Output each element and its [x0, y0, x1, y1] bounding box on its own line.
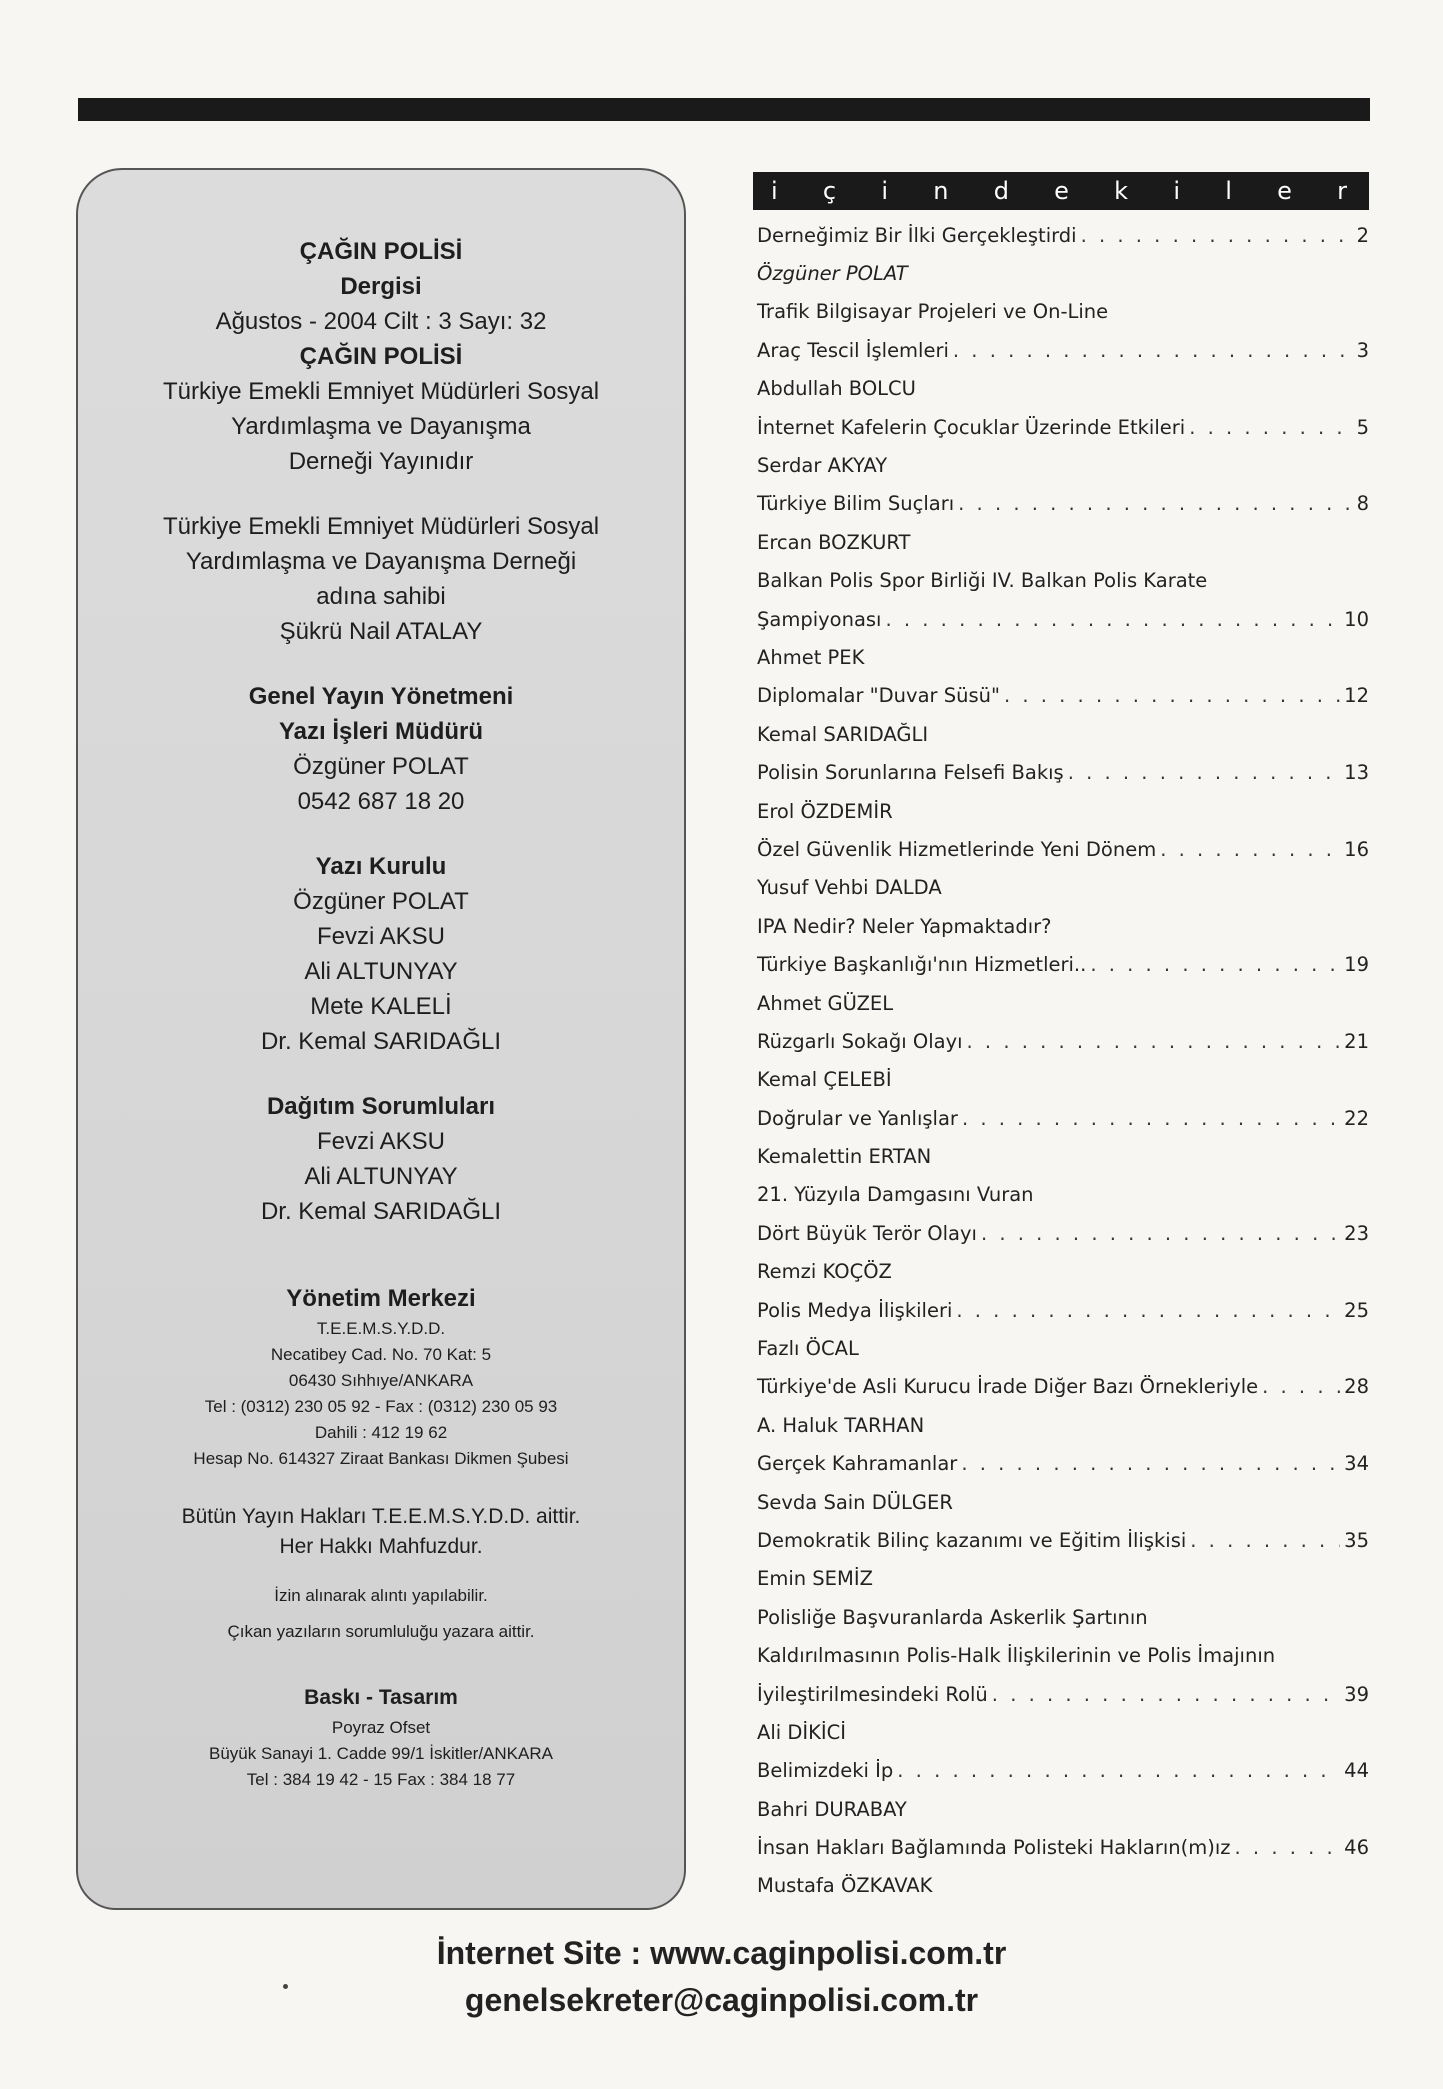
toc-entry-text: Rüzgarlı Sokağı Olayı: [757, 1029, 963, 1053]
printer-name: Poyraz Ofset: [331, 1718, 431, 1737]
toc-entry-text: Türkiye Bilim Suçları: [757, 492, 955, 516]
toc-leader-dots: [1160, 838, 1340, 861]
toc-leader-dots: [1190, 1529, 1340, 1552]
toc-page-number: 46: [1344, 1836, 1369, 1860]
toc-leader-dots: [961, 1452, 1340, 1475]
toc-page-number: 39: [1344, 1682, 1369, 1706]
toc-leader-dots: [1068, 761, 1340, 784]
toc-entry-text: Balkan Polis Spor Birliği IV. Balkan Polis Karate: [757, 569, 1208, 593]
owner-line-3: adına sahibi: [316, 583, 446, 610]
toc-leader-dots: [1081, 224, 1353, 247]
toc-entry: [753, 216, 1369, 254]
hq-extension: Dahili : 412 19 62: [314, 1423, 448, 1442]
toc-entry-text: Sevda Sain DÜLGER: [757, 1490, 953, 1514]
hq-heading: Yönetim Merkezi: [286, 1285, 476, 1312]
responsibility-note: Çıkan yazıların sorumluluğu yazara aittir.: [227, 1622, 535, 1641]
toc-entry-text: Remzi KOÇÖZ: [757, 1260, 892, 1284]
rights-line-2: Her Hakkı Mahfuzdur.: [279, 1535, 483, 1558]
quote-note: İzin alınarak alıntı yapılabilir.: [274, 1586, 488, 1605]
toc-page-number: 2: [1356, 223, 1369, 247]
toc-entry-text: Polisin Sorunlarına Felsefi Bakış: [757, 761, 1064, 785]
hq-phone: Tel : (0312) 230 05 92 - Fax : (0312) 230 05 93: [204, 1397, 558, 1416]
toc-header-letter: e: [1277, 177, 1292, 205]
toc-entry: [753, 1368, 1369, 1406]
board-member: Özgüner POLAT: [293, 888, 469, 915]
toc-page-number: 35: [1344, 1528, 1369, 1552]
toc-leader-dots: [1090, 953, 1340, 976]
toc-line: [753, 523, 1369, 561]
magazine-title-2: ÇAĞIN POLİSİ: [299, 343, 463, 370]
toc-header: [753, 172, 1369, 210]
toc-entry: [753, 1291, 1369, 1329]
toc-entry-text: Araç Tescil İşlemleri: [757, 338, 949, 362]
toc-page-number: 16: [1344, 837, 1369, 861]
distribution-heading: Dağıtım Sorumluları: [266, 1093, 496, 1120]
board-member: Dr. Kemal SARIDAĞLI: [260, 1028, 502, 1055]
toc-line: [753, 1176, 1369, 1214]
toc-entry: [753, 1445, 1369, 1483]
toc-entry-text: 21. Yüzyıla Damgasını Vuran: [757, 1183, 1034, 1207]
toc-entry-text: Abdullah BOLCU: [757, 377, 916, 401]
toc-header-letter: n: [933, 177, 949, 205]
table-of-contents: [753, 172, 1369, 1905]
toc-page-number: 10: [1344, 607, 1369, 631]
board-member: Fevzi AKSU: [316, 923, 446, 950]
toc-page-number: 3: [1356, 338, 1369, 362]
toc-entry-text: İnsan Hakları Bağlamında Polisteki Hakların(m)ız: [757, 1836, 1231, 1860]
top-rule: [78, 98, 1370, 121]
toc-entry-text: Trafik Bilgisayar Projeleri ve On-Line: [757, 300, 1109, 324]
issue-info: Ağustos - 2004 Cilt : 3 Sayı: 32: [215, 308, 547, 335]
toc-line: [753, 1560, 1369, 1598]
rights-line-1: Bütün Yayın Hakları T.E.E.M.S.Y.D.D. aittir.: [181, 1505, 581, 1528]
toc-entry-text: Gerçek Kahramanlar: [757, 1452, 958, 1476]
toc-entry-text: Demokratik Bilinç kazanımı ve Eğitim İlişkisi: [757, 1528, 1187, 1552]
toc-page-number: 25: [1344, 1298, 1369, 1322]
toc-entry-text: Fazlı ÖCAL: [757, 1337, 859, 1361]
toc-entry-text: Türkiye Başkanlığı'nın Hizmetleri..: [757, 953, 1087, 977]
hq-org: T.E.E.M.S.Y.D.D.: [316, 1319, 446, 1338]
toc-line: [753, 792, 1369, 830]
toc-leader-dots: [885, 608, 1340, 631]
toc-entry: [753, 1521, 1369, 1559]
toc-line: [753, 1061, 1369, 1099]
toc-leader-dots: [1235, 1836, 1341, 1859]
toc-entry: [753, 485, 1369, 523]
toc-page-number: 8: [1356, 492, 1369, 516]
hq-address-2: 06430 Sıhhıye/ANKARA: [288, 1371, 474, 1390]
toc-line: [753, 1867, 1369, 1905]
toc-entry-text: Şampiyonası: [757, 607, 882, 631]
toc-leader-dots: [962, 1107, 1340, 1130]
bank-account: Hesap No. 614327 Ziraat Bankası Dikmen Şubesi: [193, 1449, 569, 1468]
hq-address-1: Necatibey Cad. No. 70 Kat: 5: [270, 1345, 492, 1364]
toc-line: [753, 907, 1369, 945]
toc-leader-dots: [956, 1299, 1340, 1322]
distribution-member: Ali ALTUNYAY: [304, 1163, 458, 1190]
toc-entry-text: Yusuf Vehbi DALDA: [757, 876, 942, 900]
toc-entry: [753, 408, 1369, 446]
toc-line: [753, 562, 1369, 600]
toc-line: [753, 638, 1369, 676]
board-member: Mete KALELİ: [310, 993, 452, 1020]
toc-entry-text: Emin SEMİZ: [757, 1567, 873, 1591]
toc-entry: [753, 1675, 1369, 1713]
toc-line: [753, 293, 1369, 331]
toc-entry-text: Ahmet GÜZEL: [757, 991, 894, 1015]
toc-header-letter: l: [1225, 177, 1232, 205]
toc-page-number: 23: [1344, 1221, 1369, 1245]
toc-line: [753, 1790, 1369, 1828]
toc-leader-dots: [992, 1683, 1340, 1706]
toc-entry-text: Belimizdeki İp: [757, 1759, 894, 1783]
toc-line: [753, 984, 1369, 1022]
bullet-mark: [283, 1984, 288, 1989]
toc-entry-text: Ercan BOZKURT: [757, 530, 911, 554]
website-line: İnternet Site : www.caginpolisi.com.tr: [436, 1935, 1007, 1971]
toc-entry: [753, 830, 1369, 868]
toc-header-letter: i: [771, 177, 778, 205]
editor-name: Özgüner POLAT: [293, 753, 469, 780]
toc-entry: [753, 945, 1369, 983]
toc-leader-dots: [981, 1222, 1340, 1245]
toc-header-letter: e: [1054, 177, 1069, 205]
toc-entry: [753, 753, 1369, 791]
toc-line: [753, 1636, 1369, 1674]
toc-line: [753, 370, 1369, 408]
toc-entry-text: Mustafa ÖZKAVAK: [757, 1874, 933, 1898]
board-heading: Yazı Kurulu: [315, 853, 447, 880]
toc-leader-dots: [1004, 684, 1340, 707]
toc-page-number: 5: [1356, 415, 1369, 439]
toc-header-letter: r: [1337, 177, 1347, 205]
toc-list: [753, 216, 1369, 1905]
publisher-line-3: Derneği Yayınıdır: [288, 448, 474, 475]
editor-heading: Genel Yayın Yönetmeni: [248, 683, 514, 710]
toc-header-letter: i: [881, 177, 889, 205]
toc-entry-text: Kemalettin ERTAN: [757, 1145, 932, 1169]
distribution-member: Dr. Kemal SARIDAĞLI: [260, 1198, 502, 1225]
toc-entry-text: İyileştirilmesindeki Rolü: [757, 1682, 988, 1706]
toc-page-number: 28: [1344, 1375, 1369, 1399]
toc-entry: [753, 677, 1369, 715]
toc-line: [753, 1713, 1369, 1751]
print-heading: Baskı - Tasarım: [304, 1686, 458, 1709]
owner-line-1: Türkiye Emekli Emniyet Müdürleri Sosyal: [162, 513, 600, 540]
distribution-member: Fevzi AKSU: [316, 1128, 446, 1155]
toc-header-letter: i: [1173, 177, 1180, 205]
toc-leader-dots: [958, 492, 1352, 515]
toc-entry-text: Özgüner POLAT: [757, 262, 908, 286]
toc-leader-dots: [1189, 416, 1352, 439]
toc-entry-text: Özel Güvenlik Hizmetlerinde Yeni Dönem: [757, 837, 1157, 861]
toc-entry-text: Doğrular ve Yanlışlar: [757, 1106, 958, 1130]
toc-line: [753, 1253, 1369, 1291]
masthead-panel: [76, 168, 686, 1910]
toc-entry: [753, 331, 1369, 369]
toc-entry: [753, 1214, 1369, 1252]
toc-line: [753, 1483, 1369, 1521]
owner-name: Şükrü Nail ATALAY: [279, 618, 483, 645]
managing-editor-heading: Yazı İşleri Müdürü: [278, 718, 484, 745]
toc-page-number: 22: [1344, 1106, 1369, 1130]
owner-line-2: Yardımlaşma ve Dayanışma Derneği: [185, 548, 577, 575]
toc-leader-dots: [967, 1030, 1341, 1053]
printer-address: Büyük Sanayi 1. Cadde 99/1 İskitler/ANKARA: [209, 1744, 553, 1763]
toc-entry: [753, 1022, 1369, 1060]
board-member: Ali ALTUNYAY: [304, 958, 458, 985]
toc-entry: [753, 1099, 1369, 1137]
toc-leader-dots: [897, 1759, 1340, 1782]
toc-entry-text: A. Haluk TARHAN: [757, 1413, 925, 1437]
toc-entry-text: IPA Nedir? Neler Yapmaktadır?: [757, 914, 1052, 938]
toc-entry-text: Bahri DURABAY: [757, 1797, 907, 1821]
toc-page-number: 44: [1344, 1759, 1369, 1783]
magazine-subtitle: Dergisi: [340, 273, 422, 300]
toc-line: [753, 254, 1369, 292]
printer-phone: Tel : 384 19 42 - 15 Fax : 384 18 77: [246, 1770, 516, 1789]
publisher-line-2: Yardımlaşma ve Dayanışma: [231, 413, 531, 440]
toc-entry-text: Dört Büyük Terör Olayı: [757, 1221, 977, 1245]
toc-line: [753, 1406, 1369, 1444]
toc-entry-text: Ali DİKİCİ: [757, 1720, 847, 1744]
email-line: genelsekreter@caginpolisi.com.tr: [464, 1982, 979, 2018]
editor-phone: 0542 687 18 20: [297, 788, 465, 815]
toc-line: [753, 869, 1369, 907]
toc-entry: [753, 1752, 1369, 1790]
toc-page-number: 21: [1344, 1029, 1369, 1053]
toc-entry-text: Kaldırılmasının Polis-Halk İlişkilerinin ve Polis İmajının: [757, 1644, 1276, 1668]
toc-entry-text: Derneğimiz Bir İlki Gerçekleştirdi: [757, 223, 1077, 247]
toc-line: [753, 1329, 1369, 1367]
toc-leader-dots: [1262, 1375, 1340, 1398]
toc-entry-text: Polis Medya İlişkileri: [757, 1298, 953, 1322]
toc-line: [753, 715, 1369, 753]
toc-header-letter: ç: [822, 177, 837, 205]
toc-entry-text: Kemal ÇELEBİ: [757, 1068, 892, 1092]
toc-entry-text: Ahmet PEK: [757, 645, 865, 669]
toc-line: [753, 446, 1369, 484]
toc-entry-text: Kemal SARIDAĞLI: [757, 722, 929, 746]
toc-entry-text: Erol ÖZDEMİR: [757, 799, 893, 823]
toc-entry-text: İnternet Kafelerin Çocuklar Üzerinde Etkileri: [757, 415, 1186, 439]
toc-page-number: 19: [1344, 953, 1369, 977]
toc-entry-text: Polisliğe Başvuranlarda Askerlik Şartının: [757, 1605, 1148, 1629]
toc-leader-dots: [953, 339, 1353, 362]
toc-header-letter: k: [1114, 177, 1129, 205]
toc-entry-text: Serdar AKYAY: [757, 454, 888, 478]
toc-entry: [753, 1828, 1369, 1866]
toc-page-number: 12: [1344, 684, 1369, 708]
toc-entry-text: Türkiye'de Asli Kurucu İrade Diğer Bazı Örnekleriyle: [757, 1375, 1259, 1399]
publisher-line-1: Türkiye Emekli Emniyet Müdürleri Sosyal: [162, 378, 600, 405]
toc-entry: [753, 600, 1369, 638]
toc-entry-text: Diplomalar "Duvar Süsü": [757, 684, 1000, 708]
magazine-title: ÇAĞIN POLİSİ: [299, 238, 463, 265]
toc-page-number: 13: [1344, 761, 1369, 785]
toc-line: [753, 1598, 1369, 1636]
toc-header-letter: d: [993, 177, 1009, 205]
toc-page-number: 34: [1344, 1452, 1369, 1476]
toc-line: [753, 1137, 1369, 1175]
